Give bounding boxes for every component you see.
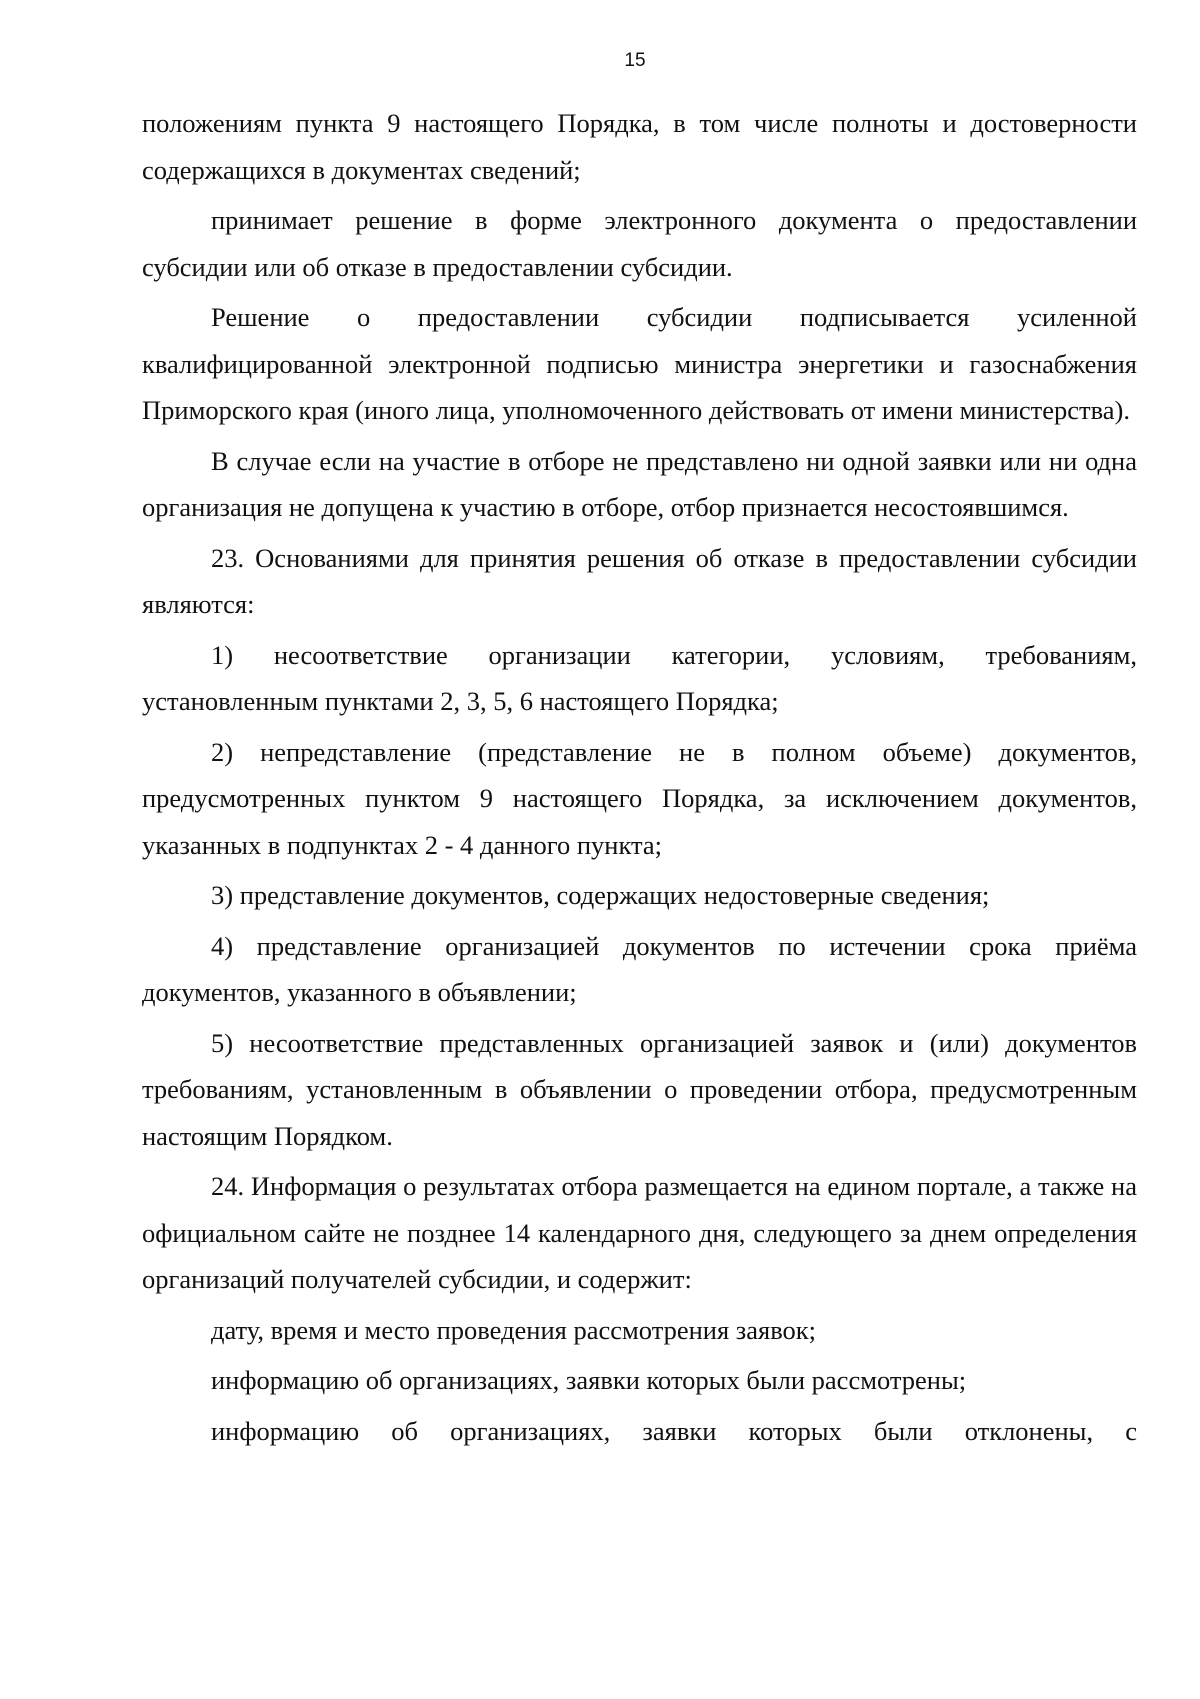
list-item: 4) представление организацией документов по истечении срока приёма документов, указанного в объявлении; [142, 930, 1137, 1007]
list-item: 2) непредставление (представление не в полном объеме) документов, предусмотренных пунктом 9 настоящего Порядка, за исключением документов, указанных в подпунктах 2 - 4 данного пункта; [142, 736, 1137, 860]
paragraph: 24. Информация о результатах отбора размещается на едином портале, а также на официальном сайте не позднее 14 календарного дня, следующего за днем определения организаций получателей субсидии, и содержит: [142, 1171, 1137, 1294]
paragraph: положениям пункта 9 настоящего Порядка, в том числе полноты и достоверности содержащихся в документах сведений; [142, 108, 1137, 185]
document-body [142, 100, 1137, 1458]
page-number: 15 [624, 50, 646, 71]
list-item: 5) несоответствие представленных организацией заявок и (или) документов требованиям, установленным в объявлении о проведении отбора, предусмотренным настоящим Порядком. [142, 1027, 1137, 1151]
list-item: информацию об организациях, заявки которых были отклонены, с [211, 1415, 1137, 1446]
list-item: 1) несоответствие организации категории, условиям, требованиям, установленным пунктами 2, 3, 5, 6 настоящего Порядка; [142, 639, 1137, 716]
list-item: 3) представление документов, содержащих недостоверные сведения; [211, 880, 990, 910]
list-item: информацию об организациях, заявки которых были рассмотрены; [211, 1365, 967, 1395]
paragraph: принимает решение в форме электронного документа о предоставлении субсидии или об отказе в предоставлении субсидии. [142, 205, 1137, 282]
list-item: дату, время и место проведения рассмотрения заявок; [211, 1314, 817, 1345]
paragraph: В случае если на участие в отборе не представлено ни одной заявки или ни одна организация не допущена к участию в отборе, отбор признается несостоявшимся. [142, 445, 1137, 522]
paragraph: Решение о предоставлении субсидии подписывается усиленной квалифицированной электронной подписью министра энергетики и газоснабжения Приморского края (иного лица, уполномоченного действовать от имени министерства). [142, 302, 1137, 425]
paragraph: 23. Основаниями для принятия решения об отказе в предоставлении субсидии являются: [142, 542, 1137, 619]
